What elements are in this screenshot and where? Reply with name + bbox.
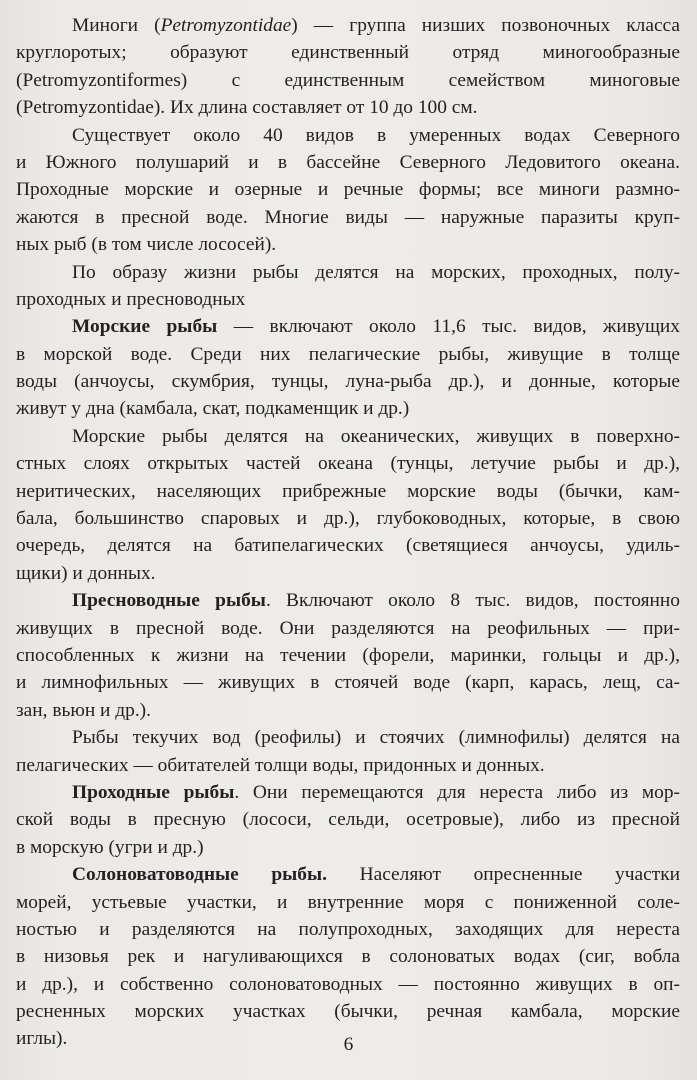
section-heading: Морские рыбы <box>72 316 218 338</box>
text-line: в низовья рек и нагуливающихся в солоноватых водах (сиг, вобла <box>16 946 680 968</box>
text-line <box>16 587 680 614</box>
text-span: Населяют опресненные участки <box>326 864 680 886</box>
text-line: Проходные морские и озерные и речные формы; все миноги размно- <box>16 179 680 201</box>
text-line: морей, устьевые участки, и внутренние моря с пониженной соле- <box>16 891 680 913</box>
section-heading: Проходные рыбы <box>72 781 235 803</box>
text-line: проходных и пресноводных <box>16 288 246 310</box>
text-line: ностью и разделяются на полупроходных, заходящих для нереста <box>16 918 680 940</box>
text-line: (Petromyzontidae). Их длина составляет от 10 до 100 см. <box>16 97 478 119</box>
text-line <box>16 861 680 888</box>
text-line: (Petromyzontiformes) с единственным семейством миноговые <box>16 69 680 91</box>
text-line: ской воды в пресную (лососи, сельди, осетровые), либо из пресной <box>16 809 680 831</box>
text-line: Существует около 40 видов в умеренных водах Северного <box>72 124 680 146</box>
text-line: и Южного полушарий и в бассейне Северного Ледовитого океана. <box>16 151 680 173</box>
text-line: воды (анчоусы, скумбрия, тунцы, луна-рыба др.), и донные, которые <box>16 371 680 393</box>
text-line: в морской воде. Среди них пелагические рыбы, живущие в толще <box>16 343 680 365</box>
paragraph-species <box>16 122 680 259</box>
text-line: живут у дна (камбала, скат, подкаменщик и др.) <box>16 398 410 420</box>
text-line: Морские рыбы делятся на океанических, живущих в поверхно- <box>72 425 680 447</box>
text-line: зан, вьюн и др.). <box>16 699 151 721</box>
text-line: неритических, населяющих прибрежные морские воды (бычки, кам- <box>16 480 680 502</box>
text-line: очередь, делятся на батипелагических (светящиеся анчоусы, удиль- <box>16 535 680 557</box>
text-line: стных слоях открытых частей океана (тунцы, летучие рыбы и др.), <box>16 453 680 475</box>
text-line: круглоротых; образуют единственный отряд миногообразные <box>16 42 680 64</box>
text-span: Миноги ( <box>72 15 161 36</box>
page-text <box>16 12 680 1053</box>
text-line: ных рыб (в том числе лососей). <box>16 234 277 256</box>
text-line: щики) и донных. <box>16 562 156 584</box>
text-span: . Включают около 8 тыс. видов, постоянно <box>265 590 680 612</box>
text-line: Рыбы текучих вод (реофилы) и стоячих (лимнофилы) делятся на <box>72 727 680 749</box>
paragraph-marine-fish <box>16 313 680 423</box>
paragraph-marine-types <box>16 423 680 587</box>
text-line: и др.), и собственно солоноватоводных — постоянно живущих в оп- <box>16 973 680 995</box>
paragraph-freshwater-fish <box>16 587 680 724</box>
text-line: бала, большинство спаровых и др.), глубоководных, которые, в свою <box>16 508 680 530</box>
text-line: пелагических — обитателей толщи воды, придонных и донных. <box>16 754 545 776</box>
text-line: иглы). <box>16 1028 68 1050</box>
paragraph-lampreys <box>16 12 680 122</box>
text-line <box>16 779 680 806</box>
text-line: способленных к жизни на течении (форели, маринки, гольцы и др.), <box>16 644 680 666</box>
paragraph-lifestyle <box>16 259 680 314</box>
text-line: живущих в пресной воде. Они разделяются на реофильных — при- <box>16 617 680 639</box>
page-number: 6 <box>343 1034 354 1055</box>
text-span: . Они перемещаются для нереста либо из мор- <box>234 781 680 803</box>
paragraph-anadromous-fish <box>16 779 680 861</box>
text-line: в морскую (угри и др.) <box>16 836 204 858</box>
paragraph-brackish-fish <box>16 861 680 1053</box>
text-span: ) — группа низших позвоночных класса <box>291 15 680 36</box>
section-heading: Пресноводные рыбы <box>72 590 266 612</box>
text-line: По образу жизни рыбы делятся на морских, проходных, полу- <box>72 261 680 283</box>
paragraph-rheophiles <box>16 724 680 779</box>
text-line: жаются в пресной воде. Многие виды — наружные паразиты круп- <box>16 206 680 228</box>
text-line: и лимнофильных — живущих в стоячей воде (карп, карась, лещ, са- <box>16 672 680 694</box>
italic-term: Petromyzontidae <box>160 15 292 36</box>
text-line <box>16 12 680 39</box>
text-span: — включают около 11,6 тыс. видов, живущих <box>217 316 680 338</box>
section-heading: Солоноватоводные рыбы. <box>72 864 327 886</box>
text-line <box>16 313 680 340</box>
text-line: ресненных морских участках (бычки, речная камбала, морские <box>16 1001 680 1023</box>
